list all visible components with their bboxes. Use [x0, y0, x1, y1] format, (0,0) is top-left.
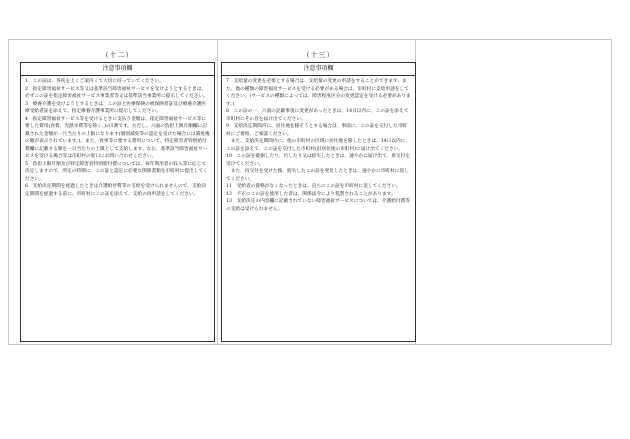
note-item: 5 負担上限月額及び特定障害者特別給付費については、毎年利用者の収入等に応じて決定しますので、所定の時期に、この証と認定に必要な関係書類を市町村に提出してください。: [25, 161, 208, 182]
notes-body: [21, 76, 214, 338]
panel-title: （十三）: [302, 51, 335, 59]
panel-twelve: [20, 50, 215, 342]
notes-body: [222, 76, 415, 338]
note-item: 1 この証は、各疾を上くご案内くて大切に持っていてください。: [25, 79, 164, 84]
column-divider: [217, 39, 218, 345]
note-item: 10 この証を破損したり、汚したり又は紛失したときは、速やかに届け出て、再交付を受けてください。: [226, 154, 410, 167]
note-item: 8 この証の一、六面の記載事項に変更があったときは、14日以内に、この証を添えて市町村にその旨を届け出てください。: [226, 109, 409, 122]
note-item: 13 支給決定の内容欄に記載されていない障害福祉サービスについては、介護給付費等の支給は受けられません。: [226, 199, 410, 212]
notes-header: 注意事項欄: [21, 63, 214, 76]
panel-thirteen: [221, 50, 416, 342]
note-item: 9 支給決定期間内に、居住地を移そうとする場合は、事前に、この証を交付した市町村にご連絡、ご相談ください。: [226, 124, 408, 137]
note-item: 3 療養介護を受けようとするときは、この証と医療保険の被保険者証及び療養介護医療受給者証を添えて、指定療養介護事業所に提示してください。: [25, 101, 207, 114]
notes-box: [221, 62, 416, 342]
note-item: また、支給決定期間内に、他の市町村の区域に居住地を移したときは、14日以内に、この証を添えて、この証を交付した市町村(旧居住地の市町村)に届け出てください。: [226, 139, 411, 152]
notes-box: [20, 62, 215, 342]
panel-title: （十二）: [101, 51, 134, 59]
note-item: 7 支給量の変更を必要とする場合は、支給量の変更の申請をすることができます。また、他の種類の障害福祉サービスを受ける必要がある場合は、市町村に支給申請をしてください。(サービスの種類によっては、障害程度区分の変更認定を受ける必要があります。): [226, 79, 411, 107]
note-item: また、再交付を受けた後、紛失したこの証を発見したときは、速やかに市町村に返してください。: [226, 169, 409, 182]
note-item: 11 受給者の資格がなくなったときは、直ちにこの証を市町村に返してください。: [226, 184, 401, 189]
notes-header: 注意事項欄: [222, 63, 415, 76]
note-item: 2 指定障害福祉サービス等又は基準該当障害福祉サービスを受けようとするときは、必ずこの証を指定障害福祉サービス事業者等又は基準該当事業所に提示してください。: [25, 86, 208, 99]
note-item: 6 支給決定期間を経過したときは介護給付費等の支給を受けられませんので、支給決定期間を経過する前に、市町村にこの証を添えて、支給の再申請をしてください。: [25, 184, 207, 197]
note-item: 4 指定障害福祉サービス等を受けるときに支払う金額は、指定障害福祉サービス等に要した費用(食費、光熱水費等を除く。)の1割です。ただし、六面の負担上限月額欄に記載された金額が一月当たりの上限になります(個別減免等の認定を受けた場合には減免後の額が表示されています。)。また、食事等に要する費用について、特定障害者特別給付費欄に記載する額を一日当たりの上限として支給します。なお、基準該当障害福祉サービスを受ける場合等は市町村の窓口にお問い合わせください。: [25, 116, 210, 159]
note-item: 12 不正にこの証を使用した者は、関係法令により処罰されることがあります。: [226, 191, 396, 197]
